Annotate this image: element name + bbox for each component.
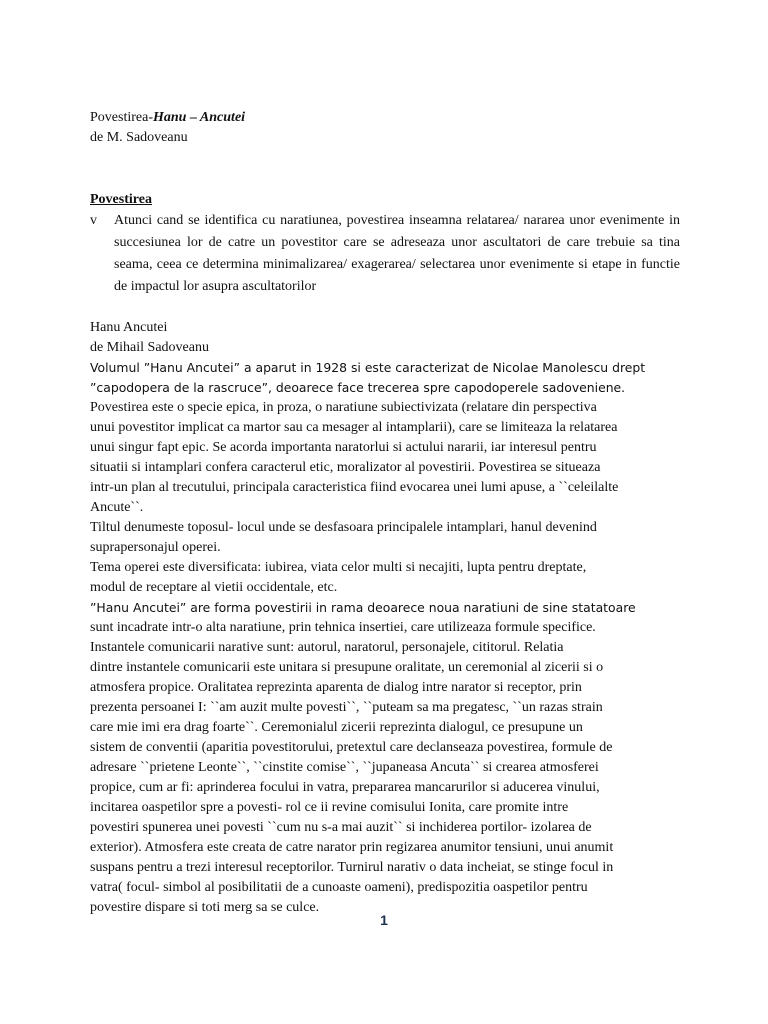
body-line: unui singur fapt epic. Se acorda importanta naratorlui si actului nararii, iar interesul pentru [90,440,597,455]
body-line: sistem de conventii (aparitia povestitorului, pretextul care declanseaza povestirea, formule de [90,740,613,755]
body-line: ”capodopera de la rascruce”, deoarece face trecerea spre capodoperele sadoveniene. [90,380,626,395]
body-line: modul de receptare al vietii occidentale, etc. [90,580,338,595]
body-line: ”Hanu Ancutei” are forma povestirii in rama deoarece noua naratiuni de sine statatoare [90,600,636,615]
body-line: exterior). Atmosfera este creata de catre narator prin regizarea anumitor tensiuni, unui anumit [90,840,614,855]
body-line: Instantele comunicarii narative sunt: autorul, naratorul, personajele, cititorul. Relatia [90,640,564,655]
body-line: povestire dispare si toti merg sa se culce. [90,900,320,915]
document-page [90,108,680,918]
document-title [90,108,680,128]
body-line: Ancute``. [90,500,144,515]
work-author: de Mihail Sadoveanu [90,340,209,355]
body-line: situatii si intamplari confera caracterul etic, moralizator al povestirii. Povestirea se situeaza [90,460,601,475]
body-line: intr-un plan al trecutului, principala caracteristica fiind evocarea unei lumi apuse, a ``celeilalte [90,480,619,495]
body-line: incitarea oaspetilor spre a povesti- rol ce ii revine comisului Ionita, care promite intre [90,800,569,815]
body-line: propice, cum ar fi: aprinderea focului in vatra, prepararea mancarurilor si aducerea vinului, [90,780,600,795]
body-line: Povestirea este o specie epica, in proza, o naratiune subiectivizata (relatare din perspectiva [90,400,597,415]
bullet-text: Atunci cand se identifica cu naratiunea, povestirea inseamna relatarea/ nararea unor evenimente in succesiunea lor de catre un povestitor care se adreseaza unor ascultatori de care trebuie sa tina seama, ceea ce determina minimalizarea/ exagerarea/ selectarea unor evenimente si etape in functie de impactul lor asupra ascultatorilor [114,213,680,294]
bullet-mark: v [90,213,97,228]
section-heading: Povestirea [90,192,152,207]
body-line: unui povestitor implicat ca martor sau ca mesager al intamplarii), care se limiteaza la relatarea [90,420,618,435]
page-number: 1 [380,912,388,928]
body-line: vatra( focul- simbol al posibilitatii de a cunoaste oameni), predispozitia oaspetilor pentru [90,880,588,895]
body-line: prezenta persoanei I: ``am auzit multe povesti``, ``puteam sa ma pregatesc, ``un razas strain [90,700,603,715]
body-line: suspans pentru a trezi interesul receptorilor. Turnirul narativ o data incheiat, se stinge focul in [90,860,614,875]
bullet-item [90,210,680,298]
body-line: Tema operei este diversificata: iubirea, viata celor multi si necajiti, lupta pentru dreptate, [90,560,587,575]
body-line: Volumul ”Hanu Ancutei” a aparut in 1928 si este caracterizat de Nicolae Manolescu drept [90,360,646,375]
title-prefix: Povestirea- [90,110,153,125]
body-line: povestiri spunerea unei povesti ``cum nu s-a mai auzit`` si inchiderea portilor- izolarea de [90,820,592,835]
body-line: suprapersonajul operei. [90,540,221,555]
work-title: Hanu Ancutei [90,320,168,335]
body-line: sunt incadrate intr-o alta naratiune, prin tehnica insertiei, care utilizeaza formule specifice. [90,620,596,635]
body-line: Tiltul denumeste toposul- locul unde se desfasoara principalele intamplari, hanul devenind [90,520,597,535]
body-line: care mie imi era drag foarte``. Ceremonialul zicerii reprezinta dialogul, ce presupune un [90,720,583,735]
title-emphasis: Hanu – Ancutei [152,110,246,125]
body-line: adresare ``prietene Leonte``, ``cinstite comise``, ``jupaneasa Ancuta`` si crearea atmosferei [90,760,599,775]
body-text [90,358,680,918]
body-line: dintre instantele comunicarii este unitara si presupune oralitate, un ceremonial al zicerii si o [90,660,604,675]
body-line: atmosfera propice. Oralitatea reprezinta aparenta de dialog intre narator si receptor, prin [90,680,582,695]
author-line: de M. Sadoveanu [90,130,188,145]
